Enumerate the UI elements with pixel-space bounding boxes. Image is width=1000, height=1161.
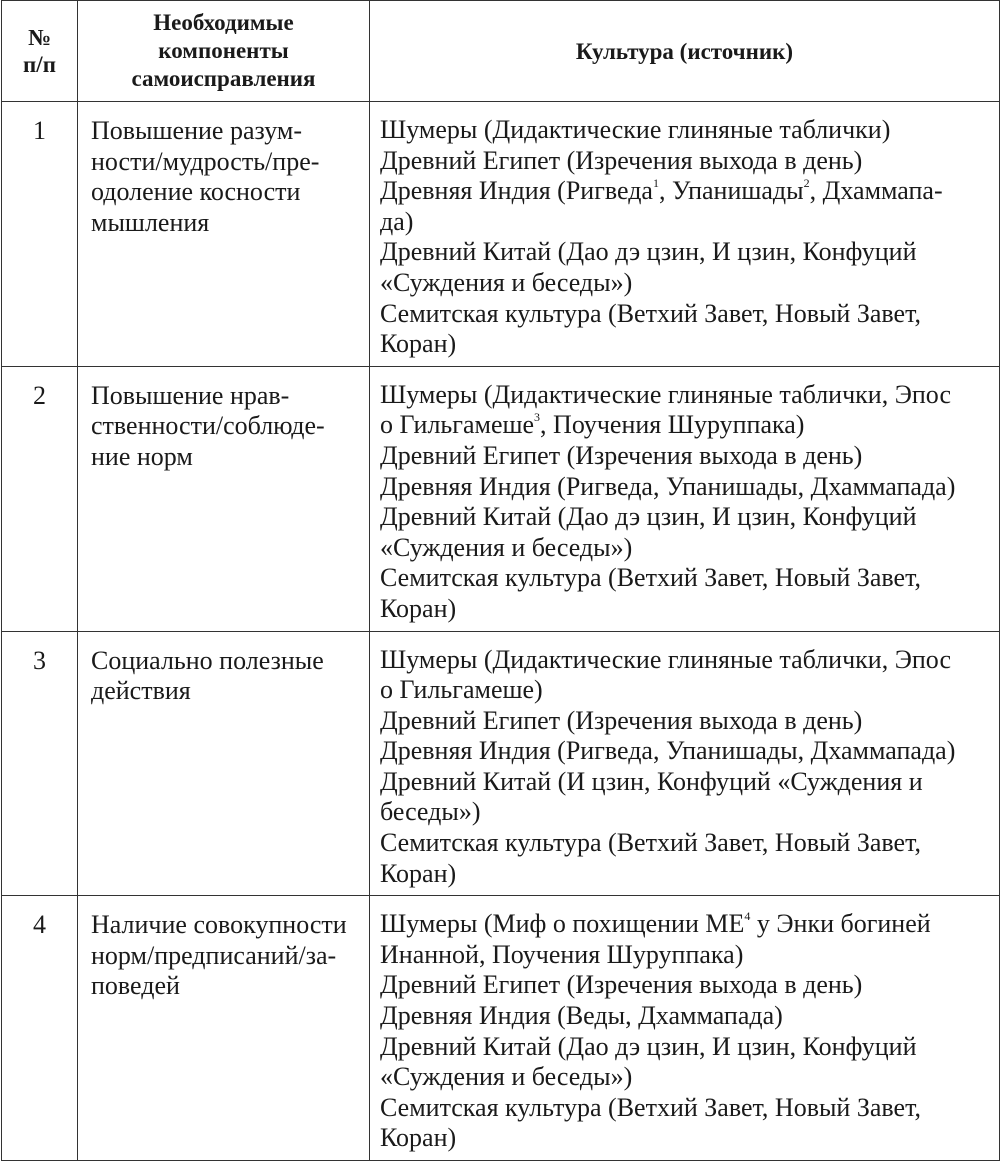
component-line: Повышение разум-: [91, 116, 302, 145]
source-line: Древний Египет (Изречения выхода в день): [380, 440, 863, 470]
source-cell: [370, 896, 1000, 1161]
source-line: Древняя Индия (Ригведа, Упанишады, Дхаммапада): [380, 471, 956, 501]
source-line: «Суждения и беседы»): [380, 1062, 633, 1092]
header-number-line: п/п: [23, 52, 56, 77]
source-line: Древний Китай (И цзин, Конфуций «Суждения и: [380, 766, 923, 796]
source-line: Семитская культура (Ветхий Завет, Новый Завет,: [380, 1092, 921, 1122]
component-line: мышления: [91, 207, 210, 237]
table-row: [2, 896, 1000, 1161]
source-line: Древняя Индия (Веды, Дхаммапада): [380, 1001, 783, 1031]
source-line: да): [380, 206, 414, 236]
source-cell: [370, 366, 1000, 631]
source-line: Коран): [380, 593, 457, 623]
component-line: Наличие совокупности: [91, 910, 347, 940]
component-cell: [78, 366, 370, 631]
component-line: одоление косности: [91, 177, 301, 207]
source-text: , Поучения Шуруппака): [540, 410, 805, 440]
source-line: Коран): [380, 858, 457, 888]
footnote-ref: 1: [652, 176, 659, 191]
row-number: 2: [2, 366, 78, 631]
source-line: Древний Китай (Дао дэ цзин, И цзин, Конфуций: [380, 237, 917, 267]
component-line: Социально полезные: [91, 645, 324, 675]
source-line: беседы»): [380, 797, 481, 827]
source-line: Древняя Индия (Ригведа, Упанишады, Дхаммапада): [380, 736, 956, 766]
source-text: Древняя Индия (Ригведа: [380, 176, 653, 206]
source-text: , Упанишады: [658, 176, 804, 206]
source-line: «Суждения и беседы»): [380, 267, 633, 297]
header-row: [2, 1, 1000, 102]
footnote-ref: 3: [534, 410, 541, 425]
footnote-ref: 4: [744, 909, 751, 924]
source-line: Коран): [380, 329, 457, 359]
row-number: 1: [2, 102, 78, 367]
source-text: Шумеры (Миф о похищении МЕ: [380, 909, 745, 939]
source-line: о Гильгамеше): [380, 675, 543, 705]
header-components-line: самоисправления: [131, 66, 316, 91]
source-cell: [370, 102, 1000, 367]
component-cell: [78, 631, 370, 896]
header-source: Культура (источник): [370, 1, 1000, 102]
source-text: , Дхаммапа-: [809, 176, 943, 206]
header-number: [2, 1, 78, 102]
component-line: ности/мудрость/пре-: [91, 146, 320, 176]
source-line: [380, 909, 995, 940]
component-line: Повышение нрав-: [91, 380, 290, 410]
source-line: Семитская культура (Ветхий Завет, Новый Завет,: [380, 298, 921, 328]
source-line: Коран): [380, 1123, 457, 1153]
component-cell: [78, 896, 370, 1161]
source-line: Древний Египет (Изречения выхода в день): [380, 970, 863, 1000]
source-line: Инанной, Поучения Шуруппака): [380, 939, 744, 969]
source-line: Древний Китай (Дао дэ цзин, И цзин, Конфуций: [380, 502, 917, 532]
table-row: [2, 366, 1000, 631]
component-line: действия: [91, 676, 191, 706]
source-line: [380, 410, 995, 441]
component-line: поведей: [91, 971, 180, 1001]
header-components-line: Необходимые: [153, 10, 294, 35]
source-cell: [370, 631, 1000, 896]
source-line: Шумеры (Дидактические глиняные таблички, Эпос: [380, 644, 951, 674]
source-line: Древний Египет (Изречения выхода в день): [380, 145, 863, 175]
row-number: 3: [2, 631, 78, 896]
table-row: [2, 102, 1000, 367]
source-text: о Гильгамеше: [380, 410, 535, 440]
self-correction-table: [1, 0, 1000, 1161]
source-line: Древний Египет (Изречения выхода в день): [380, 705, 863, 735]
header-number-line: №: [27, 25, 52, 50]
source-line: Древний Китай (Дао дэ цзин, И цзин, Конфуций: [380, 1031, 917, 1061]
source-line: Семитская культура (Ветхий Завет, Новый Завет,: [380, 828, 921, 858]
component-line: норм/предписаний/за-: [91, 940, 337, 970]
source-line: [380, 176, 995, 207]
footnote-ref: 2: [803, 176, 810, 191]
source-line: Шумеры (Дидактические глиняные таблички): [380, 115, 891, 144]
source-line: Семитская культура (Ветхий Завет, Новый Завет,: [380, 563, 921, 593]
header-components-line: компоненты: [158, 38, 289, 63]
row-number: 4: [2, 896, 78, 1161]
source-text: у Энки богиней: [750, 909, 931, 939]
source-line: Шумеры (Дидактические глиняные таблички, Эпос: [380, 379, 951, 409]
component-line: ственности/соблюде-: [91, 411, 325, 441]
table-row: [2, 631, 1000, 896]
component-cell: [78, 102, 370, 367]
header-components: [78, 1, 370, 102]
component-line: ние норм: [91, 441, 193, 471]
source-line: «Суждения и беседы»): [380, 532, 633, 562]
